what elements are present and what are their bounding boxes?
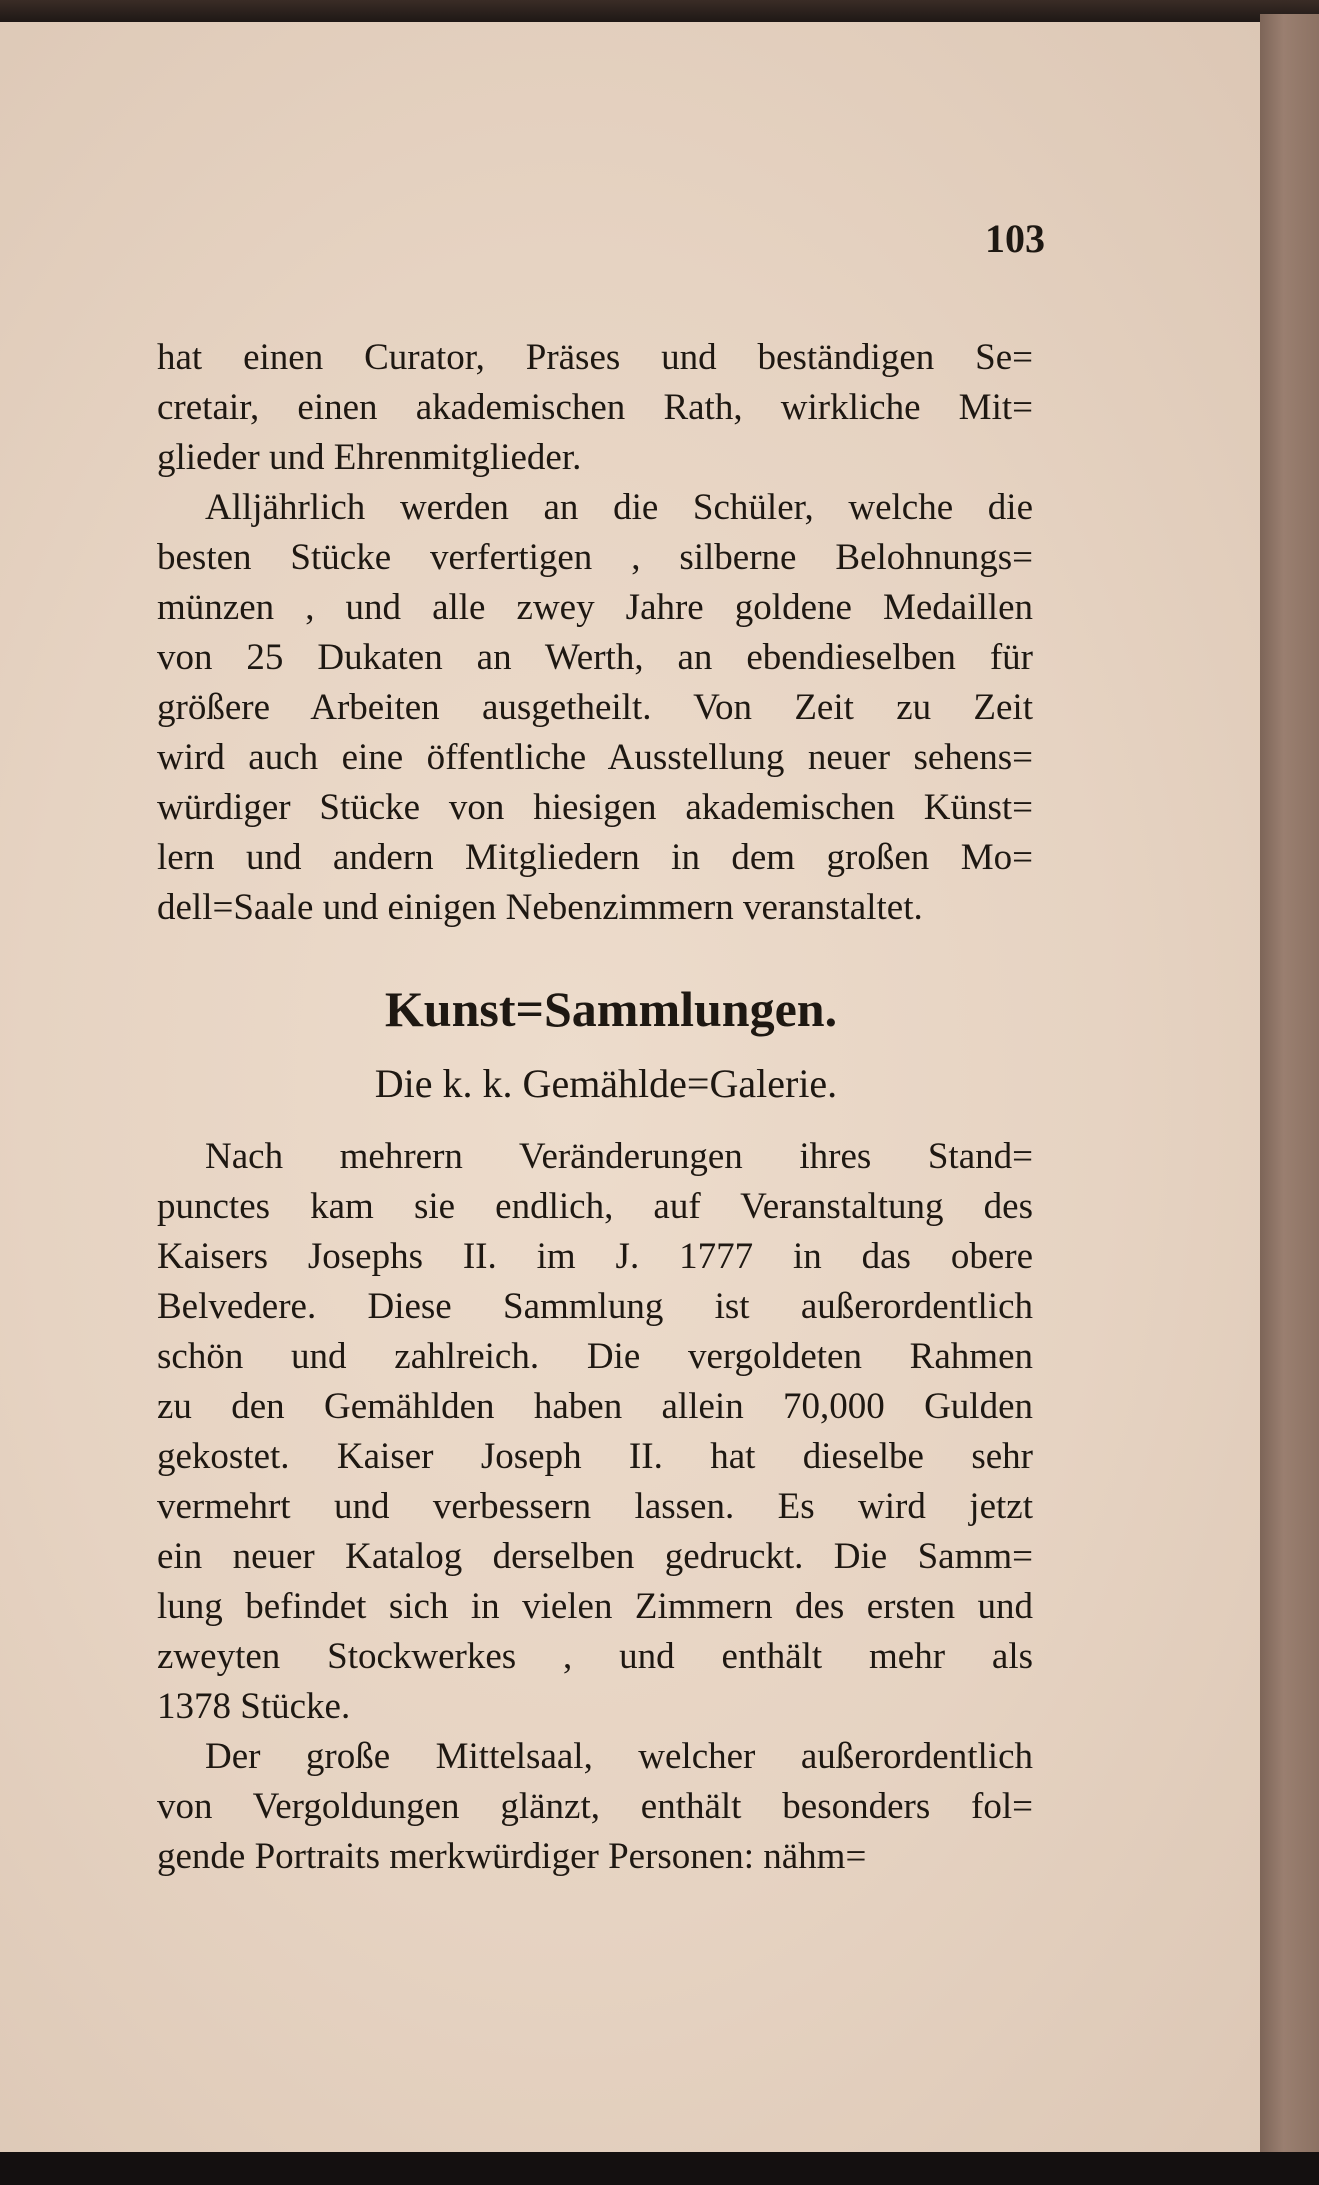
page-number: 103 <box>985 216 1045 261</box>
text-line: zweyten Stockwerkes , und enthält mehr als <box>157 1636 1033 1677</box>
text-line: ein neuer Katalog derselben gedruckt. Die Samm= <box>157 1536 1033 1577</box>
text-line: Alljährlich werden an die Schüler, welche die <box>205 487 1033 528</box>
section-heading: Kunst=Sammlungen. <box>384 981 838 1037</box>
text-line: hat einen Curator, Präses und beständigen Se= <box>157 337 1033 378</box>
text-line: schön und zahlreich. Die vergoldeten Rahmen <box>157 1336 1033 1377</box>
text-line: Belvedere. Diese Sammlung ist außerordentlich <box>157 1286 1033 1327</box>
text-line: von Vergoldungen glänzt, enthält besonders fol= <box>157 1786 1033 1827</box>
text-line: Kaisers Josephs II. im J. 1777 in das obere <box>157 1236 1033 1277</box>
section-subheading: Die k. k. Gemählde=Galerie. <box>374 1061 838 1106</box>
text-line: lern und andern Mitgliedern in dem großen Mo= <box>157 837 1033 878</box>
scan-bottom-border <box>0 2152 1319 2185</box>
text-block-academy <box>157 333 1033 933</box>
text-line: cretair, einen akademischen Rath, wirkliche Mit= <box>157 387 1033 428</box>
text-line: wird auch eine öffentliche Ausstellung neuer sehens= <box>157 737 1033 778</box>
scan-top-border <box>0 0 1319 24</box>
text-line: dell=Saale und einigen Nebenzimmern veranstaltet. <box>157 887 923 928</box>
text-line: gende Portraits merkwürdiger Personen: nähm= <box>157 1836 867 1877</box>
text-line: besten Stücke verfertigen , silberne Belohnungs= <box>157 537 1033 578</box>
text-line: Der große Mittelsaal, welcher außerordentlich <box>205 1736 1033 1777</box>
text-line: gekostet. Kaiser Joseph II. hat dieselbe sehr <box>157 1436 1033 1477</box>
text-line: zu den Gemählden haben allein 70,000 Gulden <box>157 1386 1033 1427</box>
text-line: vermehrt und verbessern lassen. Es wird jetzt <box>157 1486 1033 1527</box>
text-line: punctes kam sie endlich, auf Veranstaltung des <box>157 1186 1033 1227</box>
text-line: 1378 Stücke. <box>157 1686 351 1727</box>
text-block-gallery <box>157 1132 1033 1882</box>
text-line: münzen , und alle zwey Jahre goldene Medaillen <box>157 587 1033 628</box>
text-line: würdiger Stücke von hiesigen akademischen Künst= <box>157 787 1033 828</box>
text-line: Nach mehrern Veränderungen ihres Stand= <box>205 1136 1033 1177</box>
text-line: glieder und Ehrenmitglieder. <box>157 437 582 478</box>
text-line: lung befindet sich in vielen Zimmern des ersten und <box>157 1586 1033 1627</box>
book-edge <box>1260 14 1319 2159</box>
text-line: von 25 Dukaten an Werth, an ebendieselben für <box>157 637 1033 678</box>
text-line: größere Arbeiten ausgetheilt. Von Zeit zu Zeit <box>157 687 1033 728</box>
